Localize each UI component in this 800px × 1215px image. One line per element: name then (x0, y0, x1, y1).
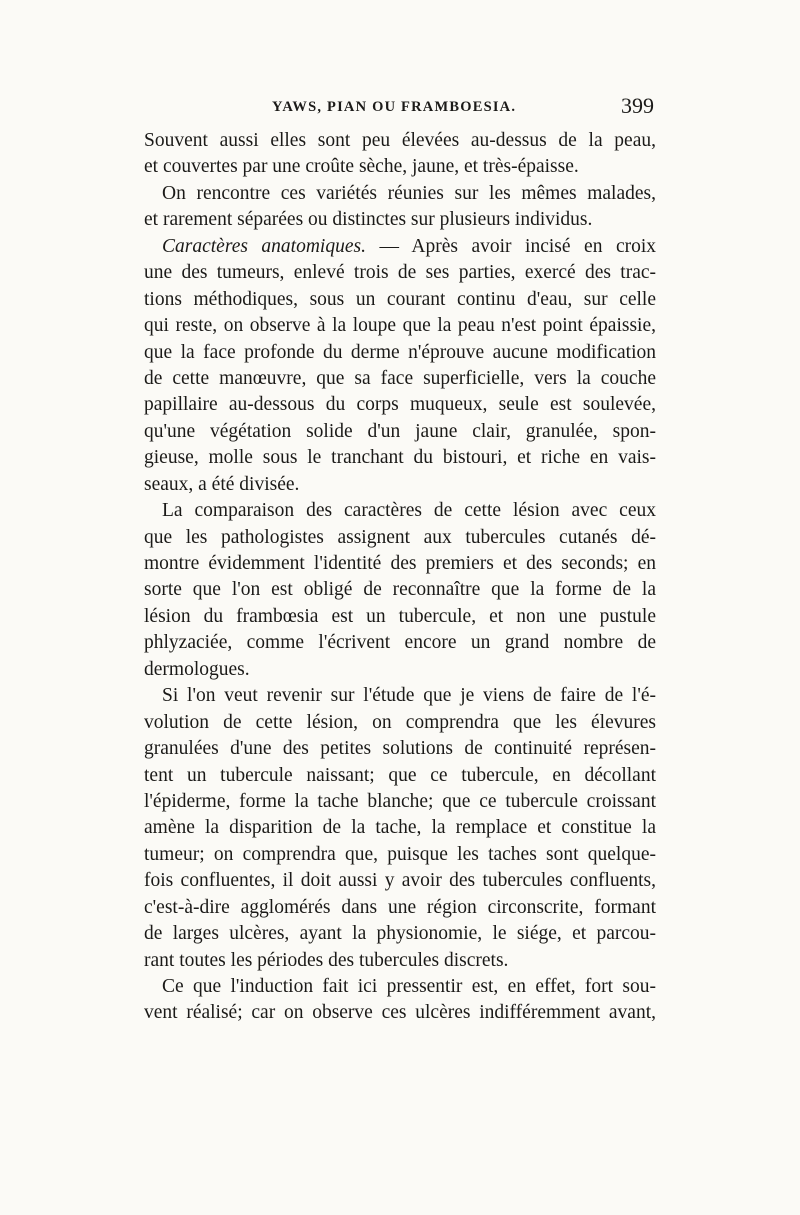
text-line: tent un tubercule naissant; que ce tubercule, en décollant (144, 764, 656, 786)
text-line: vent réalisé; car on observe ces ulcères indifféremment avant, (144, 1002, 656, 1024)
text-line: tions méthodiques, sous un courant continu d'eau, sur celle (144, 288, 656, 310)
text-line: La comparaison des caractères de cette lésion avec ceux (162, 500, 656, 522)
text-line: volution de cette lésion, on comprendra que les élevures (144, 711, 656, 733)
text-line: l'épiderme, forme la tache blanche; que ce tubercule croissant (144, 790, 656, 812)
text-line: lésion du frambœsia est un tubercule, et non une pustule (144, 605, 656, 627)
text-line: granulées d'une des petites solutions de continuité représen- (144, 738, 656, 760)
section-heading: Caractères anatomiques. (162, 235, 366, 257)
page-number: 399 (621, 93, 654, 118)
text-line: de cette manœuvre, que sa face superficielle, vers la couche (144, 367, 656, 389)
text-line: On rencontre ces variétés réunies sur les mêmes malades, (162, 182, 656, 204)
page-header (144, 95, 656, 125)
text-line: phlyzaciée, comme l'écrivent encore un grand nombre de (144, 632, 656, 654)
text-line: seaux, a été divisée. (144, 473, 300, 495)
text-line: que les pathologistes assignent aux tubercules cutanés dé- (144, 526, 656, 548)
text-line: une des tumeurs, enlevé trois de ses parties, exercé des trac- (144, 262, 656, 284)
text-line: Si l'on veut revenir sur l'étude que je viens de faire de l'é- (162, 685, 656, 707)
text-line: de larges ulcères, ayant la physionomie, le siége, et parcou- (144, 923, 656, 945)
text-line: sorte que l'on est obligé de reconnaître que la forme de la (144, 579, 656, 601)
text-line: qui reste, on observe à la loupe que la peau n'est point épaissie, (144, 315, 656, 337)
text-line: et rarement séparées ou distinctes sur plusieurs individus. (144, 209, 593, 231)
running-title: YAWS, PIAN OU FRAMBOESIA. (272, 99, 517, 115)
text-line: qu'une végétation solide d'un jaune clair, granulée, spon- (144, 420, 656, 442)
text-line: papillaire au-dessous du corps muqueux, seule est soulevée, (144, 394, 656, 416)
text-line: dermologues. (144, 658, 250, 680)
text-line: tumeur; on comprendra que, puisque les taches sont quelque- (144, 843, 656, 865)
text-line: et couvertes par une croûte sèche, jaune, et très-épaisse. (144, 156, 579, 178)
body-text (144, 128, 656, 1027)
text-line-continuation: — Après avoir incisé en croix (365, 235, 657, 257)
text-line: Ce que l'induction fait ici pressentir est, en effet, fort sou- (162, 976, 656, 997)
text-line (144, 234, 656, 260)
text-line: Souvent aussi elles sont peu élevées au-dessus de la peau, (144, 130, 656, 151)
text-line: c'est-à-dire agglomérés dans une région circonscrite, formant (144, 896, 656, 918)
text-line: fois confluentes, il doit aussi y avoir des tubercules confluents, (144, 870, 656, 892)
text-line: gieuse, molle sous le tranchant du bistouri, et riche en vais- (144, 447, 656, 469)
text-line: rant toutes les périodes des tubercules discrets. (144, 949, 509, 971)
text-line: amène la disparition de la tache, la remplace et constitue la (144, 817, 656, 839)
text-line: montre évidemment l'identité des premiers et des seconds; en (144, 553, 656, 574)
text-line: que la face profonde du derme n'éprouve aucune modification (144, 341, 656, 363)
